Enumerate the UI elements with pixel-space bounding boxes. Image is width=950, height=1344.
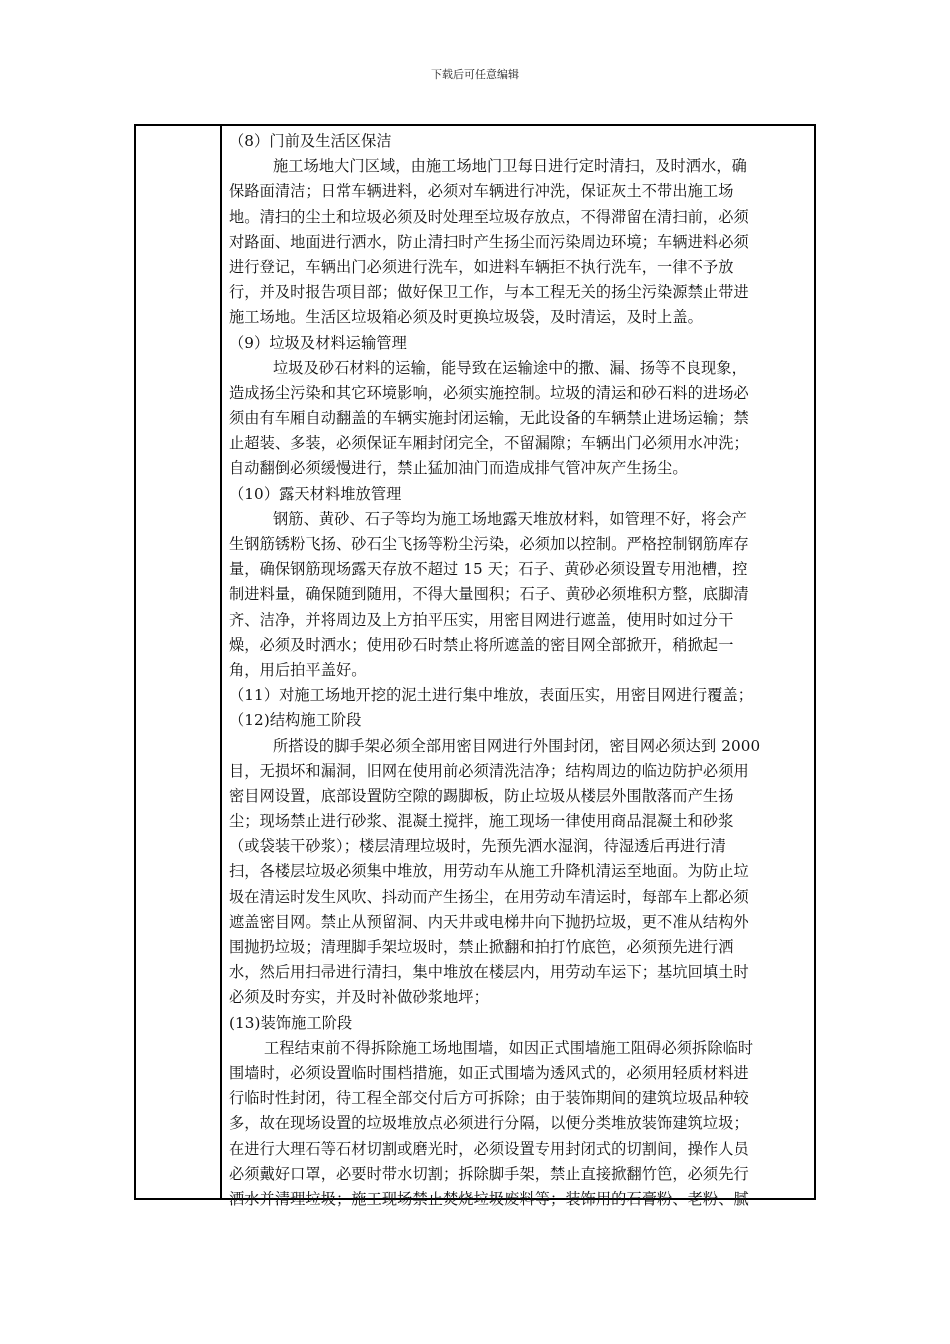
paragraph-line: 生钢筋锈粉飞扬、砂石尘飞扬等粉尘污染，必须加以控制。严格控制钢筋库存 bbox=[229, 535, 749, 553]
paragraph-line: 保路面清洁；日常车辆进料，必须对车辆进行冲洗，保证灰土不带出施工场 bbox=[229, 182, 734, 201]
paragraph-line: 必须及时夯实，并及时补做砂浆地坪； bbox=[229, 988, 489, 1007]
section-heading: （11）对施工场地开挖的泥土进行集中堆放，表面压实，用密目网进行覆盖； bbox=[229, 686, 754, 705]
paragraph-line: 钢筋、黄砂、石子等均为施工场地露天堆放材料，如管理不好，将会产 bbox=[273, 509, 747, 528]
paragraph-line: 多，故在现场设置的垃圾堆放点必须进行分隔，以便分类堆放装饰建筑垃圾； bbox=[229, 1114, 749, 1133]
paragraph-line: 扫，各楼层垃圾必须集中堆放，用劳动车从施工升降机清运至地面。为防止垃 bbox=[229, 862, 749, 881]
section-heading: （9）垃圾及材料运输管理 bbox=[229, 333, 407, 352]
paragraph-line: 燥，必须及时洒水；使用砂石时禁止将所遮盖的密目网全部掀开，稍掀起一 bbox=[229, 635, 734, 654]
paragraph-line: 造成扬尘污染和其它环境影响，必须实施控制。垃圾的清运和砂石料的进场必 bbox=[229, 383, 749, 402]
paragraph-line: 围抛扔垃圾；清理脚手架垃圾时，禁止掀翻和拍打竹底笆，必须预先进行洒 bbox=[229, 938, 734, 956]
paragraph-line: 齐、洁净，并将周边及上方拍平压实，用密目网进行遮盖，使用时如过分干 bbox=[229, 610, 734, 629]
paragraph-line: 必须戴好口罩，必要时带水切割；拆除脚手架，禁止直接掀翻竹笆，必须先行 bbox=[229, 1164, 749, 1183]
section-heading: (13)装饰施工阶段 bbox=[229, 1013, 353, 1032]
paragraph-line: 密目网设置，底部设置防空隙的踢脚板，防止垃圾从楼层外围散落而产生扬 bbox=[229, 786, 734, 805]
section-heading: （12)结构施工阶段 bbox=[229, 711, 362, 730]
paragraph-line: 进行登记，车辆出门必须进行洗车，如进料车辆拒不执行洗车，一律不予放 bbox=[229, 257, 734, 276]
paragraph-line: 施工场地。生活区垃圾箱必须及时更换垃圾袋，及时清运，及时上盖。 bbox=[229, 308, 703, 327]
paragraph-line: 自动翻倒必须缓慢进行，禁止猛加油门而造成排气管冲灰产生扬尘。 bbox=[229, 459, 688, 478]
paragraph-line: 角，用后拍平盖好。 bbox=[229, 660, 367, 679]
paragraph-line: 行，并及时报告项目部；做好保卫工作，与本工程无关的扬尘污染源禁止带进 bbox=[229, 283, 749, 302]
paragraph-line: 围墙时，必须设置临时围档措施，如正式围墙为透风式的，必须用轻质材料进 bbox=[229, 1063, 749, 1082]
paragraph-line: 量，确保钢筋现场露天存放不超过 15 天；石子、黄砂必须设置专用池槽，控 bbox=[229, 560, 748, 579]
paragraph-line: 圾在清运时发生风吹、抖动而产生扬尘，在用劳动车清运时，每部车上都必须 bbox=[229, 887, 749, 906]
table-content-cell bbox=[224, 129, 814, 1208]
paragraph-line: 遮盖密目网。禁止从预留洞、内天井或电梯井向下抛扔垃圾，更不准从结构外 bbox=[229, 912, 749, 931]
paragraph-line: （或袋装干砂浆）；楼层清理垃圾时，先预先洒水湿润，待湿透后再进行清 bbox=[229, 837, 726, 856]
paragraph-line: 地。清扫的尘土和垃圾必须及时处理至垃圾存放点，不得滞留在清扫前，必须 bbox=[229, 207, 749, 226]
paragraph-line: 洒水并清理垃圾；施工现场禁止焚烧垃圾废料等；装饰用的石膏粉、老粉、腻 bbox=[229, 1189, 749, 1208]
paragraph-line: 在进行大理石等石材切割或磨光时，必须设置专用封闭式的切割间，操作人员 bbox=[229, 1139, 749, 1158]
section-heading: （8）门前及生活区保洁 bbox=[229, 132, 392, 150]
paragraph-line: 对路面、地面进行洒水，防止清扫时产生扬尘而污染周边环境；车辆进料必须 bbox=[229, 232, 749, 251]
table-label-column bbox=[136, 126, 222, 1198]
paragraph-line: 所搭设的脚手架必须全部用密目网进行外围封闭，密目网必须达到 2000 bbox=[273, 736, 761, 755]
paragraph-line: 止超装、多装，必须保证车厢封闭完全，不留漏隙；车辆出门必须用水冲洗； bbox=[229, 434, 749, 453]
paragraph-line: 制进料量，确保随到随用，不得大量囤积；石子、黄砂必须堆积方整，底脚清 bbox=[229, 585, 749, 604]
paragraph-line: 行临时性封闭，待工程全部交付后方可拆除；由于装饰期间的建筑垃圾品种较 bbox=[229, 1089, 749, 1108]
paragraph-line: 水，然后用扫帚进行清扫，集中堆放在楼层内，用劳动车运下；基坑回填土时 bbox=[229, 963, 749, 982]
page-header-note: 下载后可任意编辑 bbox=[431, 68, 519, 81]
section-heading: （10）露天材料堆放管理 bbox=[229, 484, 402, 503]
paragraph-line: 工程结束前不得拆除施工场地围墙，如因正式围墙施工阻碍必须拆除临时 bbox=[264, 1038, 754, 1057]
paragraph-line: 垃圾及砂石材料的运输，能导致在运输途中的撒、漏、扬等不良现象， bbox=[273, 358, 747, 377]
paragraph-line: 须由有车厢自动翻盖的车辆实施封闭运输，无此设备的车辆禁止进场运输；禁 bbox=[229, 409, 749, 428]
paragraph-line: 施工场地大门区域，由施工场地门卫每日进行定时清扫，及时洒水，确 bbox=[273, 157, 747, 176]
content-table bbox=[134, 124, 816, 1208]
paragraph-line: 目，无损坏和漏洞，旧网在使用前必须清洗洁净；结构周边的临边防护必须用 bbox=[229, 761, 749, 780]
paragraph-line: 尘；现场禁止进行砂浆、混凝土搅拌，施工现场一律使用商品混凝土和砂浆 bbox=[229, 812, 734, 831]
